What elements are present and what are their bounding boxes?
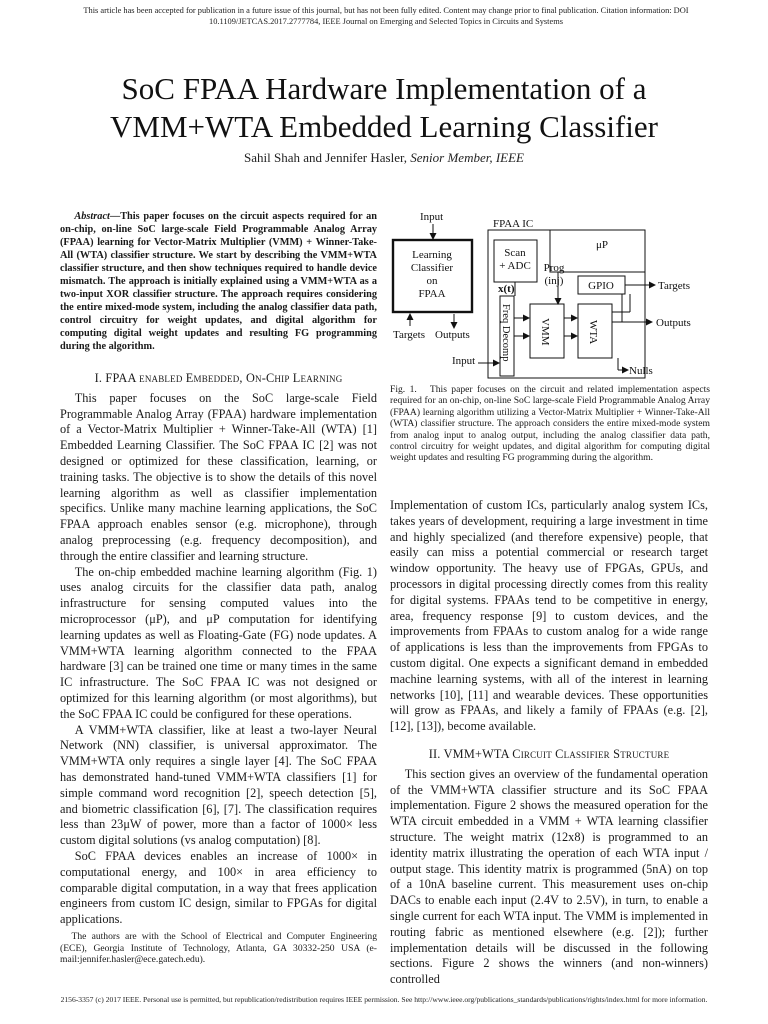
label-gpio: GPIO: [588, 280, 614, 292]
label-scan: Scan: [504, 247, 526, 259]
label-vmm: VMM: [539, 318, 551, 346]
label-targets-right: Targets: [658, 280, 691, 292]
label-targets-left: Targets: [393, 329, 426, 341]
label-on: on: [426, 275, 438, 287]
section-1-paragraph-2: The on-chip embedded machine learning algorithm (Fig. 1) uses analog circuits for the classifier data path, analog infrastructure for sensing computed values into the microprocessor (μP), and μP computation for identifying learning updates as well as Floating-Gate (FG) node updates. A VMM+WTA learning algorithm connected to the FPAA hardware [3] can be trained one time or many times in the same IC infrastructure. The SoC FPAA IC was not designed or optimized for this learning algorithm (or most algorithms), but the SoC FPAA IC could be configured for these operations.: [60, 564, 377, 721]
figure-1-caption: [390, 384, 710, 464]
author-line: [20, 150, 748, 166]
section-1-paragraph-1: This paper focuses on the SoC large-scale Field Programmable Analog Array (FPAA) hardware implementation of a Vector-Matrix Multiplier + Winner-Take-All (WTA) [1] Embedded Learning Classifier. The SoC FPAA IC [2] was not designed or optimized for these classification, learning, or training tasks. The objective is to show the details of this novel learning algorithm as well as classifier implementation specifics. Unlike many machine learning applications, the SoC FPAA approach enables sensor (e.g. microphone), through analog preprocessing (e.g. frequency decomposition), and through the entire classifier and learning structure.: [60, 390, 377, 563]
left-column: [60, 210, 377, 928]
label-prog: Prog: [543, 262, 565, 274]
title-line-1: SoC FPAA Hardware Implementation of a: [121, 71, 647, 106]
abstract: [60, 210, 377, 353]
section-1-paragraph-4: SoC FPAA devices enables an increase of 1000× in computational energy, and 100× in area efficiency to comparable digital computation, in a way that frees application engineers from custom IC design, similar to FPGAs for digital applications.: [60, 848, 377, 927]
label-outputs-left: Outputs: [435, 329, 470, 341]
journal-header-note: This article has been accepted for publication in a future issue of this journal, but has not been fully edited. Content may change prior to final publication. Citation information: DOI 10.1109/JETCAS.2017.2777784, IEEE Journal on Emerging and Selected Topics in Circuits and Systems: [83, 6, 689, 26]
caption-text: This paper focuses on the circuit and related implementation aspects required for an on-chip, on-line SoC large-scale Field Programmable Analog Array (FPAA) learning algorithm utilizing a Vector-Matrix Multiplier + Winner-Take-All (WTA) classifier structure. The approach considers the entire mixed-mode system from analog input to analog output, including the analog classifier data path, control circuitry for weight updates, and digital algorithm for computing digital weight updates and resulting FG programming during the algorithm.: [390, 384, 710, 464]
author-names: Sahil Shah and Jennifer Hasler,: [244, 150, 408, 165]
label-outputs-right: Outputs: [656, 317, 691, 329]
label-input-top: Input: [420, 211, 444, 223]
copyright-footer: 2156-3357 (c) 2017 IEEE. Personal use is permitted, but republication/redistribution requires IEEE permission. See http://www.ieee.org/publications_standards/publications/rights/index.html for more information.: [60, 995, 708, 1004]
section-1-paragraph-3: A VMM+WTA classifier, like at least a two-layer Neural Network (NN) classifier, is universal approximator. The VMM+WTA only requires a single layer [4]. The SoC FPAA has demonstrated hand-tuned VMM+WTA classifiers [1] for simple command word recognition [2], speech detection [5], and biometric classification [6], [7]. The classification requires less than 23μW of power, more than a factor of 1000× less custom digital solutions (vs analog computation) [8].: [60, 722, 377, 848]
label-classifier: Classifier: [410, 262, 454, 274]
abstract-text: —This paper focuses on the circuit aspects required for an on-chip, on-line SoC large-scale Field Programmable Analog Array (FPAA) learning for Vector-Matrix Multiplier (VMM) + Winner-Take-All (WTA) classifier structure. We start by describing the VMM+WTA classifier structure, and then show techniques required to handle device mismatch. The approach is initially explained using a VMM+WTA as a two-input XOR classifier structure. The approach requires considering the entire mixed-mode system, including the analog classifier data path, control circuitry for weight updates, and digital algorithm for computing digital weight updates and resulting FG programming during the algorithm.: [60, 211, 377, 352]
paper-title: [20, 70, 748, 146]
figure-1-block-diagram: [390, 208, 710, 380]
label-fpaa: FPAA: [418, 288, 446, 300]
author-role: Senior Member, IEEE: [410, 150, 524, 165]
label-xt: x(t): [498, 283, 515, 295]
label-input-bottom: Input: [452, 355, 476, 367]
label-learning: Learning: [412, 249, 452, 261]
label-fpaa-ic: FPAA IC: [493, 218, 534, 230]
title-line-2: VMM+WTA Embedded Learning Classifier: [110, 109, 658, 144]
section-1-heading: I. FPAA enabled Embedded, On-Chip Learning: [94, 371, 343, 385]
label-freq-decomp: Freq Decomp: [500, 304, 511, 362]
caption-label: Fig. 1.: [390, 384, 417, 395]
right-column: [390, 498, 708, 988]
section-2-heading: II. VMM+WTA Circuit Classifier Structure: [428, 746, 670, 761]
right-paragraph-1: Implementation of custom ICs, particularly analog system ICs, takes years of development, requiring a large investment in time and highly specialized (and therefore expensive) people, that easily can miss a potential commercial or research target window opportunity. The heavy use of FPGAs, GPUs, and processors in digital processing directly comes from this reality for digital systems. FPAAs tend to be competitive in energy, area, frequency response [9] to custom devices, and the improvements from FPAAs to custom analog for a wide range of applications is less than the improvements from FPGAs to custom digital. One expects a significant demand in embedded machine learning systems, with all of the interest in learning networks [10], [11] and wearable devices. These opportunities will grow as FPAAs, and likely a family of FPAAs (e.g. [2], [12], [13]), become available.: [390, 498, 708, 734]
abstract-label: Abstract: [74, 211, 110, 222]
label-inj: (inj): [544, 275, 564, 287]
author-affiliation-footnote: The authors are with the School of Electrical and Computer Engineering (ECE), Georgia Institute of Technology, Atlanta, GA 30332-250 USA (e-mail:jennifer.hasler@ece.gatech.edu).: [60, 931, 377, 966]
label-wta: WTA: [587, 320, 599, 345]
label-microprocessor: μP: [595, 239, 609, 251]
label-nulls: Nulls: [629, 365, 653, 377]
section-2-paragraph-1: This section gives an overview of the fundamental operation of the VMM+WTA classifier structure and its SoC FPAA implementation. Figure 2 shows the measured operation for the WTA circuit embedded in a VMM + WTA learning classifier structure. The weight matrix (12x8) is programmed to an identity matrix illustrating the operation of each WTA input / output stage. This identity matrix is programmed (5nA) on top of a 10nA baseline current. This measurement uses on-chip DACs to enable each input (2.4V to 2.5V), in turn, to enable a single current for each WTA input. The VMM is implemented in routing fabric as mentioned elsewhere (e.g. [2]); further implementation details will be discussed in the following sections. Figure 2 shows the winners (and non-winners) controlled: [390, 766, 708, 987]
label-adc: + ADC: [499, 260, 531, 272]
